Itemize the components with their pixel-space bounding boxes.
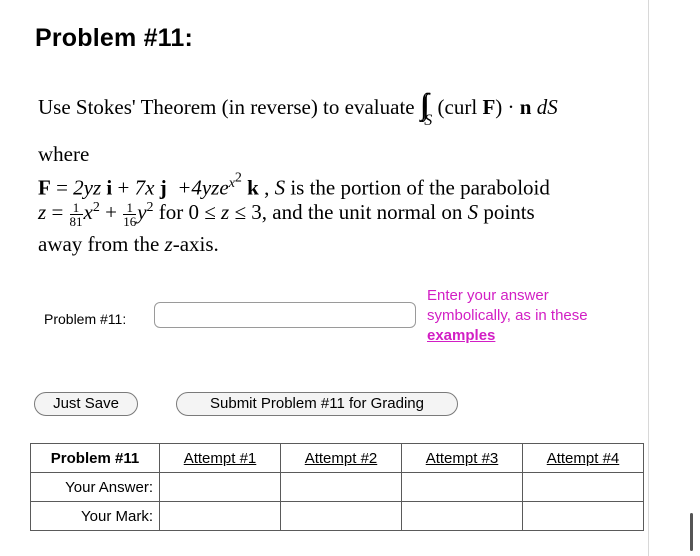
exponent-power: 2 <box>234 170 242 185</box>
attempt-1-header <box>160 444 281 473</box>
F-lhs: F <box>38 175 51 200</box>
curl-text: (curl <box>437 95 483 119</box>
normal-S: S <box>467 200 479 224</box>
frac2-num: 1 <box>123 201 136 215</box>
problem-statement <box>38 88 558 130</box>
where-text: where <box>38 142 90 166</box>
attempt-4-link[interactable]: Attempt #4 <box>546 449 620 467</box>
x-power: 2 <box>92 200 100 215</box>
exponent-x: x <box>228 175 235 191</box>
paraboloid-definition <box>38 200 535 228</box>
vector-n: n <box>519 95 532 119</box>
problem-title: Problem #11: <box>35 24 194 52</box>
answer-input[interactable] <box>154 302 416 328</box>
your-mark-row <box>31 502 644 531</box>
frac2-den: 16 <box>123 213 137 229</box>
z-lhs: z <box>38 200 47 224</box>
surface-S: S <box>274 175 286 200</box>
attempts-header-row <box>31 444 644 473</box>
term-2yz: 2yz <box>73 175 102 200</box>
field-definition <box>38 170 550 201</box>
integral-subscript: S <box>424 112 433 130</box>
your-mark-label: Your Mark: <box>31 502 160 531</box>
answer-cell-2 <box>281 473 402 502</box>
answer-hint <box>427 286 588 346</box>
plus: + <box>112 175 135 200</box>
attempts-header-problem: Problem #11 <box>31 444 160 473</box>
x-var: x <box>83 200 93 224</box>
hint-line-2: symbolically, as in these <box>427 307 588 324</box>
submit-grading-button[interactable]: Submit Problem #11 for Grading <box>176 392 458 416</box>
attempt-2-header <box>281 444 402 473</box>
scrollbar-thumb[interactable] <box>690 513 693 551</box>
mark-cell-3 <box>402 502 523 531</box>
statement-text: Use Stokes' Theorem (in reverse) to evaluate <box>38 95 420 119</box>
unit-k: k <box>247 175 259 200</box>
range-post: ≤ 3, and the unit normal on <box>229 200 468 224</box>
answer-cell-4 <box>523 473 644 502</box>
fraction-1-81 <box>70 201 83 228</box>
away-pre: away from the <box>38 232 165 256</box>
answer-cell-3 <box>402 473 523 502</box>
your-answer-row <box>31 473 644 502</box>
term-4yze: +4yze <box>171 175 229 200</box>
frac1-num: 1 <box>70 201 83 215</box>
plus-3: + <box>99 200 123 224</box>
dS-text: dS <box>536 95 558 119</box>
surface-description: is the portion of the paraboloid <box>285 175 550 200</box>
mark-cell-4 <box>523 502 644 531</box>
comma: , <box>258 175 275 200</box>
unit-i: i <box>106 175 113 200</box>
y-var: y <box>137 200 147 224</box>
dot-text: ) · <box>495 95 520 119</box>
answer-label: Problem #11: <box>44 311 127 327</box>
just-save-button[interactable]: Just Save <box>34 392 138 416</box>
mark-cell-2 <box>281 502 402 531</box>
vector-F: F <box>482 95 496 119</box>
away-z: z <box>164 232 173 256</box>
attempt-1-link[interactable]: Attempt #1 <box>183 449 257 467</box>
attempt-3-link[interactable]: Attempt #3 <box>425 449 499 467</box>
range-pre: for 0 ≤ <box>153 200 222 224</box>
answer-cell-1 <box>160 473 281 502</box>
examples-link[interactable]: examples <box>427 327 496 344</box>
unit-j: j <box>159 175 167 200</box>
attempt-2-link[interactable]: Attempt #2 <box>304 449 378 467</box>
attempts-table <box>30 443 644 531</box>
range-z: z <box>221 200 230 224</box>
mark-cell-1 <box>160 502 281 531</box>
your-answer-label: Your Answer: <box>31 473 160 502</box>
away-text <box>38 232 219 257</box>
hint-line-1: Enter your answer <box>427 287 549 304</box>
y-power: 2 <box>146 200 154 215</box>
away-post: -axis. <box>172 232 219 256</box>
equals-2: = <box>46 200 69 224</box>
frac1-den: 81 <box>69 213 83 229</box>
fraction-1-16 <box>123 201 136 228</box>
points-text: points <box>478 200 535 224</box>
attempt-4-header <box>523 444 644 473</box>
equals: = <box>50 175 74 200</box>
attempt-3-header <box>402 444 523 473</box>
double-integral-symbol: ∫∫ <box>420 88 424 121</box>
term-7x: 7x <box>134 175 155 200</box>
